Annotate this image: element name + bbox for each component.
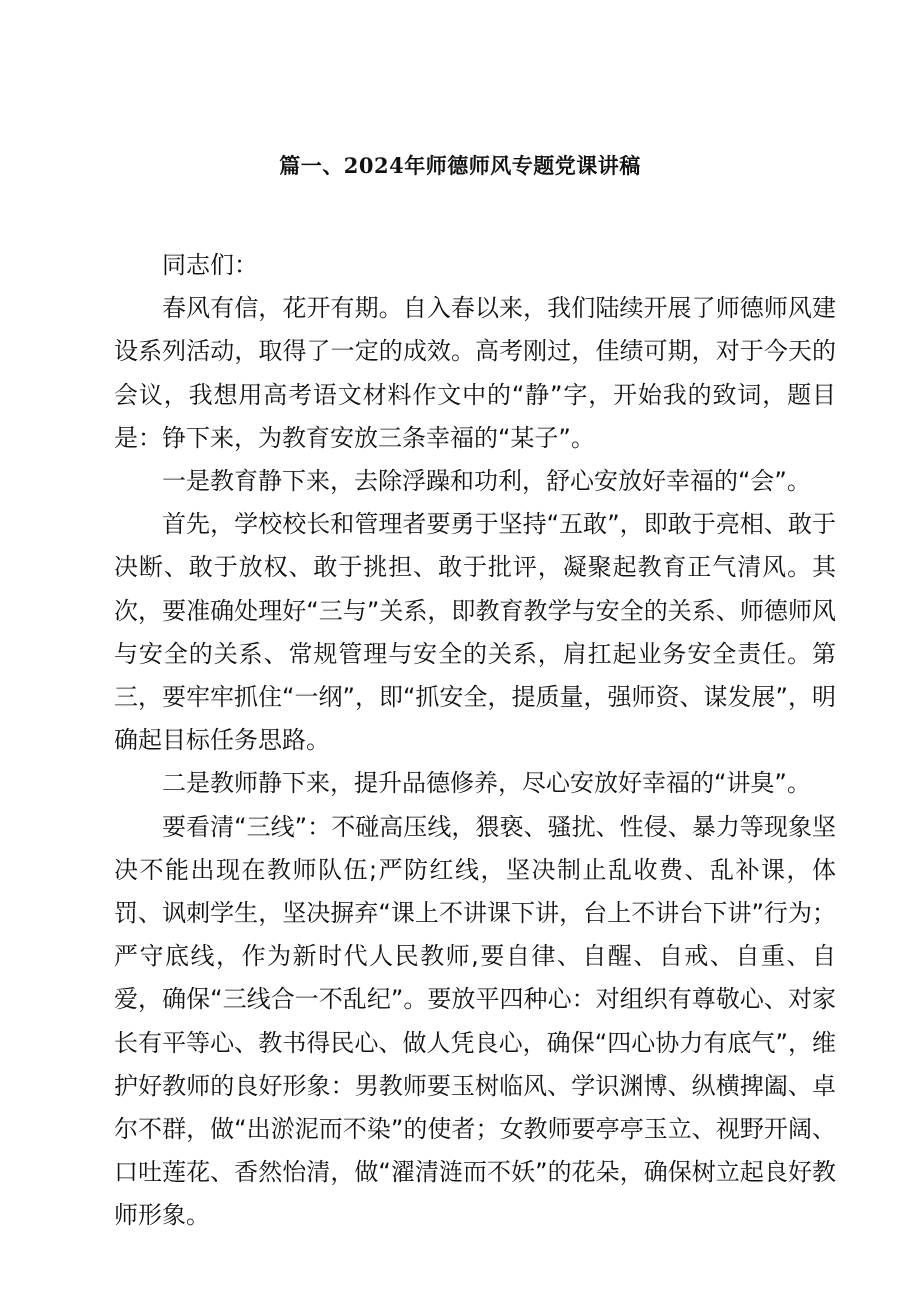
paragraph-principals: 首先，学校校长和管理者要勇于坚持“五敢”，即敢于亮相、敢于决断、敢于放权、敢于挑担、敢于批评，凝聚起教育正气清风。其次，要准确处理好“三与”关系，即教育教学与安全的关系、师德师风与安全的关系、常规管理与安全的关系，肩扛起业务安全责任。第三，要牢牢抓住“一纲”，即“抓安全，提质量，强师资、谋发展”，明确起目标任务思路。 bbox=[114, 510, 836, 755]
paragraph-heading-one: 一是教育静下来，去除浮躁和功利，舒心安放好幸福的“会”。 bbox=[162, 467, 811, 496]
paragraph-salutation: 同志们： bbox=[162, 251, 258, 279]
paragraph-three-lines: 要看清“三线”：不碰高压线，猥亵、骚扰、性侵、暴力等现象坚决不能出现在教师队伍;严防红线，坚决制止乱收费、乱补课，体罚、讽刺学生，坚决摒弃“课上不讲课下讲，台上不讲台下讲”行为；严守底线，作为新时代人民教师,要自律、自醒、自戒、自重、自爱，确保“三线合一不乱纪”。要放平四种心：对组织有尊敬心、对家长有平等心、教书得民心、做人凭良心，确保“四心协力有底气”，维护好教师的良好形象：男教师要玉树临风、学识渊博、纵横捭阖、卓尔不群，做“出淤泥而不染”的使者；女教师要亭亭玉立、视野开阔、口吐莲花、香然怡清，做“濯清涟而不妖”的花朵，确保树立起良好教师形象。 bbox=[114, 812, 836, 1230]
document-body bbox=[114, 244, 836, 1238]
paragraph-heading-two: 二是教师静下来，提升品德修养，尽心安放好幸福的“讲臭”。 bbox=[162, 769, 811, 798]
paragraph-intro: 春风有信，花开有期。自入春以来，我们陆续开展了师德师风建设系列活动，取得了一定的成效。高考刚过，佳绩可期，对于今天的会议，我想用高考语文材料作文中的“静”字，开始我的致词，题目是：铮下来，为教育安放三条幸福的“某子”。 bbox=[114, 294, 836, 452]
document-title: 篇一、2024年师德师风专题党课讲稿 bbox=[279, 153, 641, 178]
